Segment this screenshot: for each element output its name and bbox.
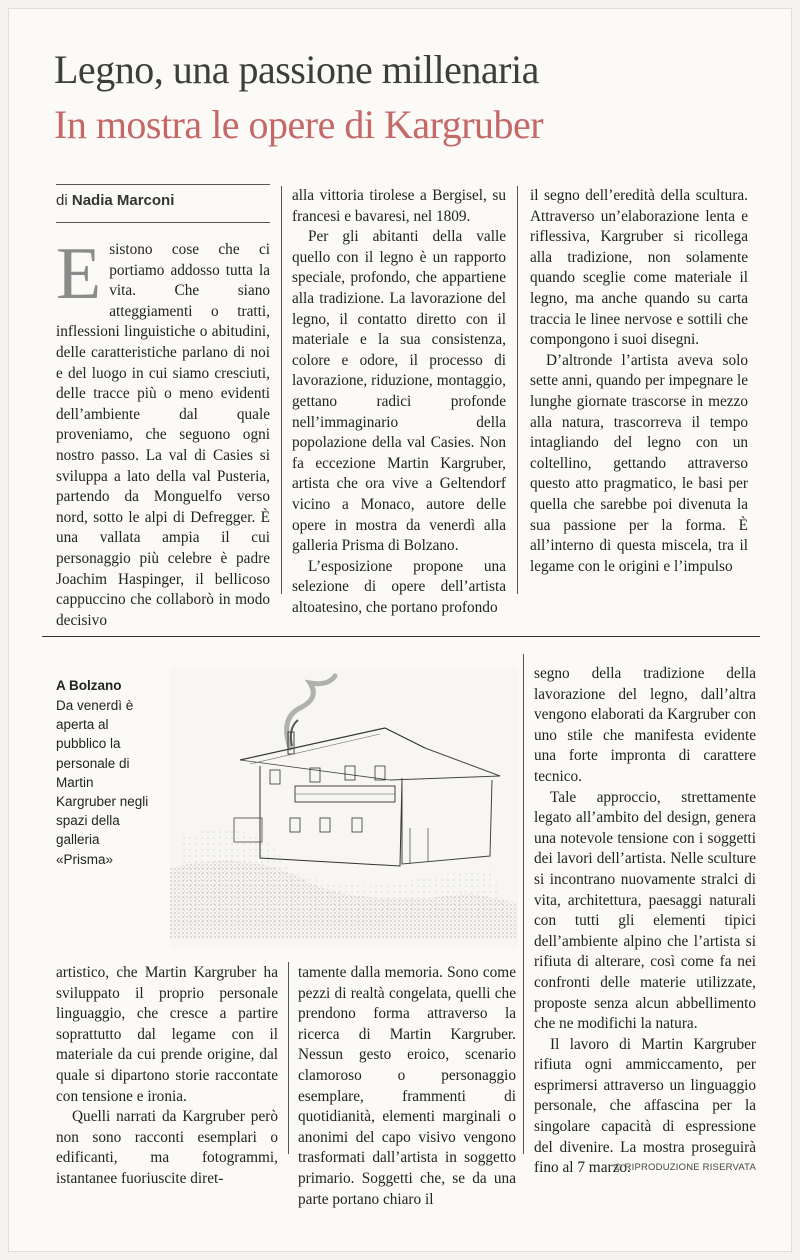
- paragraph: tamente dalla memoria. Sono come pezzi di realtà congelata, quelli che prendono forma attraverso la ricerca di Martin Kargruber. Nessun gesto eroico, scenario clamoroso o personaggio esemplare, frammenti di quotidianità, elementi marginali o anonimi del capo visivo vengono trasformati dall’artista in soggetto primario. Soggetti che, se da una parte portano chiaro il: [298, 964, 516, 1208]
- byline-prefix: di: [56, 192, 68, 209]
- byline-bottom-rule: [56, 222, 270, 223]
- article-column-5: [298, 963, 516, 1210]
- paragraph: D’altronde l’artista aveva solo sette anni, quando per impegnare le lunghe giornate trascorse in mezzo alla natura, trascorreva il tempo intagliando del legno con un coltellino, gettando attraverso questo atto pragmatico, le basi per quella che sarebbe poi divenuta la sua passione per la forma. È all’interno di questa miscela, tra il legame con le origini e l’impulso: [530, 351, 748, 575]
- paragraph: artistico, che Martin Kargruber ha sviluppato il proprio personale linguaggio, che cresce a partire soprattutto dal legame con il materiale da cui prende origine, dal quale si dipartono storie raccontate con tensione e ironia.: [56, 964, 278, 1105]
- paragraph: Il lavoro di Martin Kargruber rifiuta ogni ammiccamento, per esprimersi attraverso un linguaggio personale, che affascina per la singolare capacità di espressione del divenire. La mostra proseguirà fino al 7 marzo.: [534, 1035, 756, 1177]
- paragraph: Tale approccio, strettamente legato all’ambito del design, genera una notevole tensione con i soggetti dei lavori dell’artista. Nelle sculture si incontrano nuovamente stralci di vita, architettura, paesaggi naturali con tutti gli elementi tipici dell’ambiente alpino che l’artista si rifiuta di alterare, così come fa nei confronti delle materie utilizzate, proposte senza alcun abbellimento che ne modifichi la natura.: [534, 788, 756, 1033]
- photo-caption: Da venerdì è aperta al pubblico la personale di Martin Kargruber negli spazi della galleria «Prisma»: [56, 698, 149, 867]
- byline-author: Nadia Marconi: [71, 192, 175, 209]
- paragraph: Esistono cose che ci portiamo addosso tutta la vita. Che siano atteggiamenti o tratti, inflessioni linguistiche o abitudini, delle caratteristiche parlano di noi e del luogo in cui siamo cresciuti, delle tracce più o meno evidenti dell’ambiente dal quale proveniamo, che seguono ogni nostro passo. La val di Casies si sviluppa a lato della val Pusteria, partendo da Monguelfo verso nord, sotto le alpi di Defregger. È una vallata ampia il cui personaggio più celebre è padre Joachim Haspinger, il bellicoso cappuccino che collaborò in modo decisivo: [56, 233, 270, 629]
- article-column-2: [292, 186, 506, 618]
- paragraph: Quelli narrati da Kargruber però non sono racconti esemplari o edificanti, ma fotogrammi, istantanee fuoriuscite diret-: [56, 1108, 278, 1187]
- column-divider: [523, 654, 524, 1154]
- copyright-notice: © RIPRODUZIONE RISERVATA: [614, 1162, 756, 1173]
- paragraph: il segno dell’eredità della scultura. Attraverso un’elaborazione lenta e riflessiva, Kargruber si ricollega alla tradizione, non solamente quando sceglie come materiale il legno, ma anche quando su carta traccia le linee nervose e sottili che compongono i suoi disegni.: [530, 187, 748, 349]
- article-column-6: [534, 664, 756, 1179]
- article-column-3: [530, 186, 748, 577]
- article-column-1: [56, 233, 270, 631]
- article-subheadline: In mostra le opere di Kargruber: [54, 102, 544, 147]
- paragraph: alla vittoria tirolese a Bergisel, su francesi e bavaresi, nel 1809.: [292, 187, 506, 225]
- column-divider: [517, 186, 518, 594]
- section-divider: [42, 636, 760, 637]
- drop-cap: E: [56, 233, 102, 315]
- paragraph: L’esposizione propone una selezione di opere dell’artista altoatesino, che portano profondo: [292, 557, 506, 616]
- house-sketch-illustration: [170, 668, 518, 948]
- byline: [56, 192, 174, 209]
- caption-title: A Bolzano: [56, 678, 122, 693]
- byline-top-rule: [56, 184, 270, 185]
- column-divider: [288, 962, 289, 1154]
- paragraph: Per gli abitanti della valle quello con il legno è un rapporto speciale, profondo, che appartiene alla tradizione. La lavorazione del legno, il contatto diretto con il materiale e la sua consistenza, colore e odore, il processo di lavorazione, riduzione, montaggio, gettano radici profonde nell’immaginario della popolazione della val Casies. Non fa eccezione Martin Kargruber, artista che ora vive a Geltendorf vicino a Monaco, autore delle opere in mostra da venerdì alla galleria Prisma di Bolzano.: [292, 228, 506, 555]
- paragraph: segno della tradizione della lavorazione del legno, dall’altra vengono elaborati da Kargruber con uno stile che manifesta evidente una forte impronta di carattere tecnico.: [534, 665, 756, 785]
- article-column-4: [56, 963, 278, 1190]
- column-divider: [281, 186, 282, 594]
- article-headline: Legno, una passione millenaria: [54, 47, 539, 92]
